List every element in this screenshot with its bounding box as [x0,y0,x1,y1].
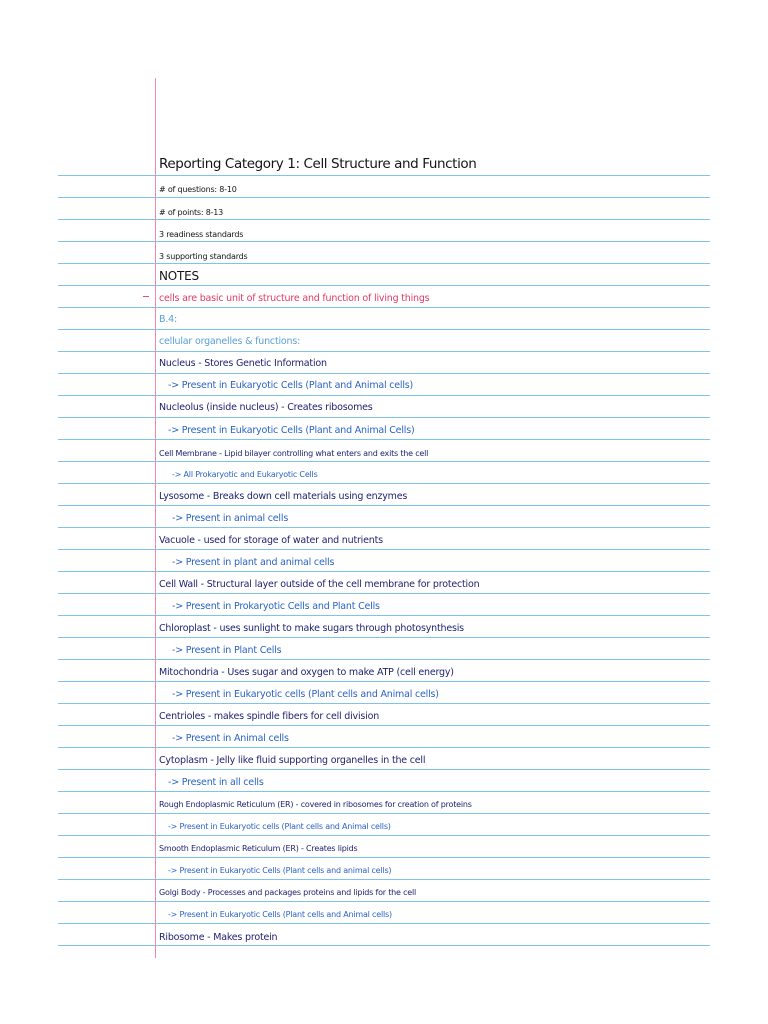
organelle-detail: -> Present in Animal cells [172,733,289,744]
section-subheading: cellular organelles & functions: [159,336,301,347]
intro-note: cells are basic unit of structure and function of living things [159,293,430,304]
organelle-detail: -> Present in Plant Cells [172,645,282,656]
organelle-name: Chloroplast - uses sunlight to make sugars through photosynthesis [159,623,464,634]
organelle-detail: -> All Prokaryotic and Eukaryotic Cells [172,470,318,479]
organelle-detail: -> Present in Eukaryotic Cells (Plant and Animal Cells) [168,425,415,436]
standard-label: B.4: [159,314,177,325]
organelle-detail: -> Present in Eukaryotic cells (Plant cells and Animal cells) [172,689,439,700]
question-count: # of questions: 8-10 [159,185,237,194]
organelle-name: Cytoplasm - Jelly like fluid supporting organelles in the cell [159,755,426,766]
organelle-name: Nucleolus (inside nucleus) - Creates ribosomes [159,402,373,413]
notes-heading: NOTES [159,269,199,283]
organelle-name: Nucleus - Stores Genetic Information [159,358,327,369]
organelle-name: Ribosome - Makes protein [159,932,278,943]
organelle-name: Rough Endoplasmic Reticulum (ER) - covered in ribosomes for creation of proteins [159,800,472,809]
organelle-name: Lysosome - Breaks down cell materials using enzymes [159,491,408,502]
margin-line [155,78,156,958]
organelle-detail: -> Present in Eukaryotic Cells (Plant and Animal cells) [168,380,414,391]
page-title: Reporting Category 1: Cell Structure and Function [159,156,477,172]
organelle-name: Smooth Endoplasmic Reticulum (ER) - Creates lipids [159,844,358,853]
readiness-standards: 3 readiness standards [159,230,244,239]
organelle-detail: -> Present in Eukaryotic cells (Plant cells and Animal cells) [168,822,391,831]
organelle-name: Golgi Body - Processes and packages proteins and lipids for the cell [159,888,417,897]
organelle-name: Cell Membrane - Lipid bilayer controlling what enters and exits the cell [159,449,429,458]
organelle-name: Cell Wall - Structural layer outside of the cell membrane for protection [159,579,480,590]
margin-bullet [143,296,149,297]
organelle-detail: -> Present in Prokaryotic Cells and Plant Cells [172,601,380,612]
supporting-standards: 3 supporting standards [159,252,248,261]
organelle-detail: -> Present in Eukaryotic Cells (Plant cells and Animal cells) [168,910,392,919]
organelle-detail: -> Present in animal cells [172,513,289,524]
organelle-name: Centrioles - makes spindle fibers for cell division [159,711,380,722]
organelle-detail: -> Present in Eukaryotic Cells (Plant cells and animal cells) [168,866,392,875]
organelle-name: Mitochondria - Uses sugar and oxygen to make ATP (cell energy) [159,667,454,678]
point-count: # of points: 8-13 [159,208,224,217]
organelle-detail: -> Present in plant and animal cells [172,557,335,568]
organelle-name: Vacuole - used for storage of water and nutrients [159,535,383,546]
organelle-detail: -> Present in all cells [168,777,264,788]
